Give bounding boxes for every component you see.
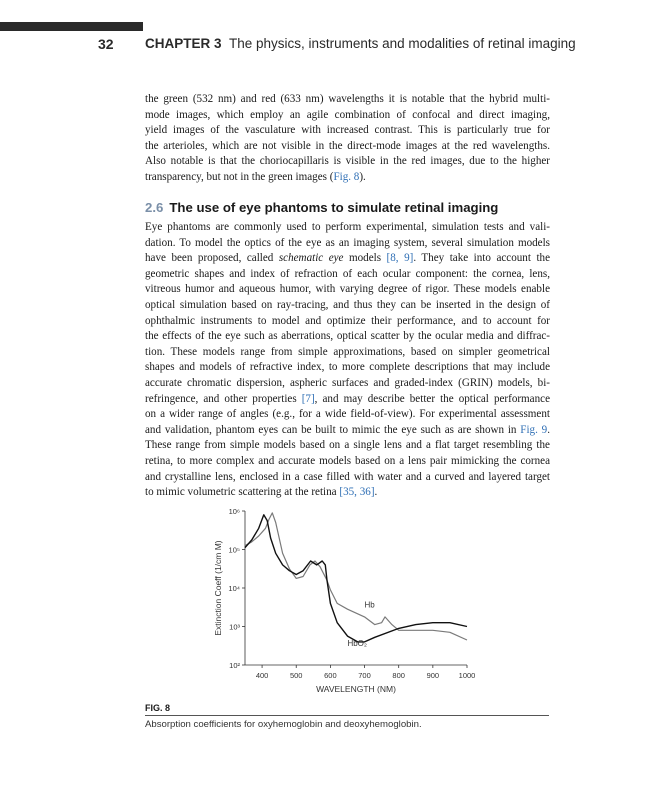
text-line: the green (532 nm) and red (633 nm) wavelengths it is notable that the hybrid multi-: [145, 93, 550, 105]
x-tick-label: 600: [324, 671, 337, 680]
curve-label: HbO₂: [347, 639, 368, 649]
text-line: the effects of the eye such as aberrations, optical scatter by the ocular media and diffrac-: [145, 330, 550, 343]
x-axis-label: WAVELENGTH (NM): [316, 684, 396, 694]
text-line: These range from simple models based on a single lens and a flat target resembling the: [145, 439, 550, 452]
y-tick-label: 10³: [229, 622, 240, 632]
paragraph-2: [145, 220, 550, 501]
y-tick-label: 10⁵: [228, 545, 240, 555]
x-tick-label: 900: [426, 671, 440, 680]
text-line: [145, 251, 550, 267]
text-run: .: [374, 486, 378, 499]
text-line: [145, 485, 550, 501]
text-run: have been proposed, called: [145, 252, 279, 265]
text-run: to mimic volumetric scattering at the retina: [145, 486, 340, 499]
chapter-label: CHAPTER 3: [145, 36, 222, 51]
figure-8: [210, 508, 485, 698]
header-bar: [0, 22, 143, 31]
text-line: accurate chromatic dispersion, aspheric surfaces and graded-index (GRIN) models, bi-: [145, 376, 550, 389]
text-line: [145, 423, 550, 439]
text-line: tion. These models range from simple approximations, based on simpler geometrical: [145, 345, 550, 358]
citation-link[interactable]: [7]: [301, 392, 315, 405]
text-line: dation. To model the optics of the eye as an imaging system, several simulation models: [145, 236, 550, 249]
y-tick-label: 10²: [229, 661, 240, 670]
curve-label: Hb: [364, 600, 375, 610]
series-line-hb: [245, 513, 467, 640]
figure-link[interactable]: Fig. 8: [333, 170, 360, 183]
text-run: . They take into account the: [413, 252, 550, 265]
y-tick-label: 10⁶: [228, 508, 240, 516]
page-number: 32: [98, 36, 114, 52]
text-line: Also notable is that the choriocapillaris is visible in the red images, due to the higher: [145, 155, 550, 168]
section-title: The use of eye phantoms to simulate retinal imaging: [169, 200, 499, 215]
figure-caption: Absorption coefficients for oxyhemoglobin and deoxyhemoglobin.: [145, 719, 422, 730]
text-line: and crystalline lens, enclosed in a case filled with water and a curved and layered target: [145, 470, 550, 483]
text-line: [145, 170, 550, 186]
figure-label: FIG. 8: [145, 703, 171, 713]
x-tick-label: 500: [289, 671, 303, 680]
text-run: .: [547, 423, 550, 436]
paragraph-1: [145, 92, 550, 186]
text-line: mode images, which employ an agile combination of confocal and direct imaging,: [145, 108, 550, 121]
absorption-chart: [210, 508, 485, 698]
citation-link[interactable]: [8, 9]: [386, 252, 414, 265]
figure-link[interactable]: Fig. 9: [520, 423, 548, 436]
text-line: [145, 392, 550, 408]
text-run: transparency, but not in the green images (: [145, 170, 334, 183]
chapter-name: The physics, instruments and modalities of retinal imaging: [229, 36, 576, 51]
running-head: [0, 34, 647, 58]
chapter-title: [145, 36, 576, 51]
text-line: on a wider range of angles (e.g., for a wide field-of-view). For experimental assessment: [145, 408, 550, 421]
section-heading: [145, 200, 498, 215]
text-line: ophthalmic instruments to model and optimize their performance, and to account for: [145, 314, 550, 327]
y-tick-label: 10⁴: [228, 584, 240, 593]
text-run: , and may describe better the optical performance: [314, 392, 551, 405]
emphasis: schematic eye: [278, 252, 344, 265]
text-line: yield images of the vasculature with increased contrast. This is particularly true for: [145, 124, 550, 137]
text-run: models: [343, 252, 387, 265]
text-run: refringence, and other properties: [145, 392, 302, 405]
x-tick-label: 1000: [458, 671, 476, 680]
text-run: and validation, phantom eyes can be built to mimic the eye such as are shown in: [145, 423, 521, 436]
text-line: optical simulation based on ray-tracing, and thus they can be inserted in the design of: [145, 298, 550, 311]
text-line: the arterioles, which are not visible in the direct-mode images at the red wavelengths.: [145, 139, 550, 152]
text-line: Eye phantoms are commonly used to perform experimental, simulation tests and vali-: [145, 221, 550, 233]
citation-link[interactable]: [35, 36]: [339, 486, 375, 499]
x-tick-label: 400: [255, 671, 269, 680]
text-line: retina, to more complex and accurate models based on a lens pair mimicking the cornea: [145, 454, 550, 467]
text-line: geometric shapes and index of refraction of each ocular component: the cornea, lens,: [145, 267, 550, 280]
y-axis-label: Extinction Coeff (1/cm M): [213, 540, 223, 636]
text-line: vitreous humor and aqueous humor, with varying degree of rigor. These models enable: [145, 283, 550, 296]
x-tick-label: 700: [358, 671, 371, 680]
caption-rule: [145, 715, 549, 716]
text-run: ).: [359, 170, 366, 183]
text-line: shapes and models of refractive index, to more complete descriptions that may include: [145, 361, 550, 374]
x-tick-label: 800: [392, 671, 405, 680]
section-number: 2.6: [145, 200, 164, 215]
